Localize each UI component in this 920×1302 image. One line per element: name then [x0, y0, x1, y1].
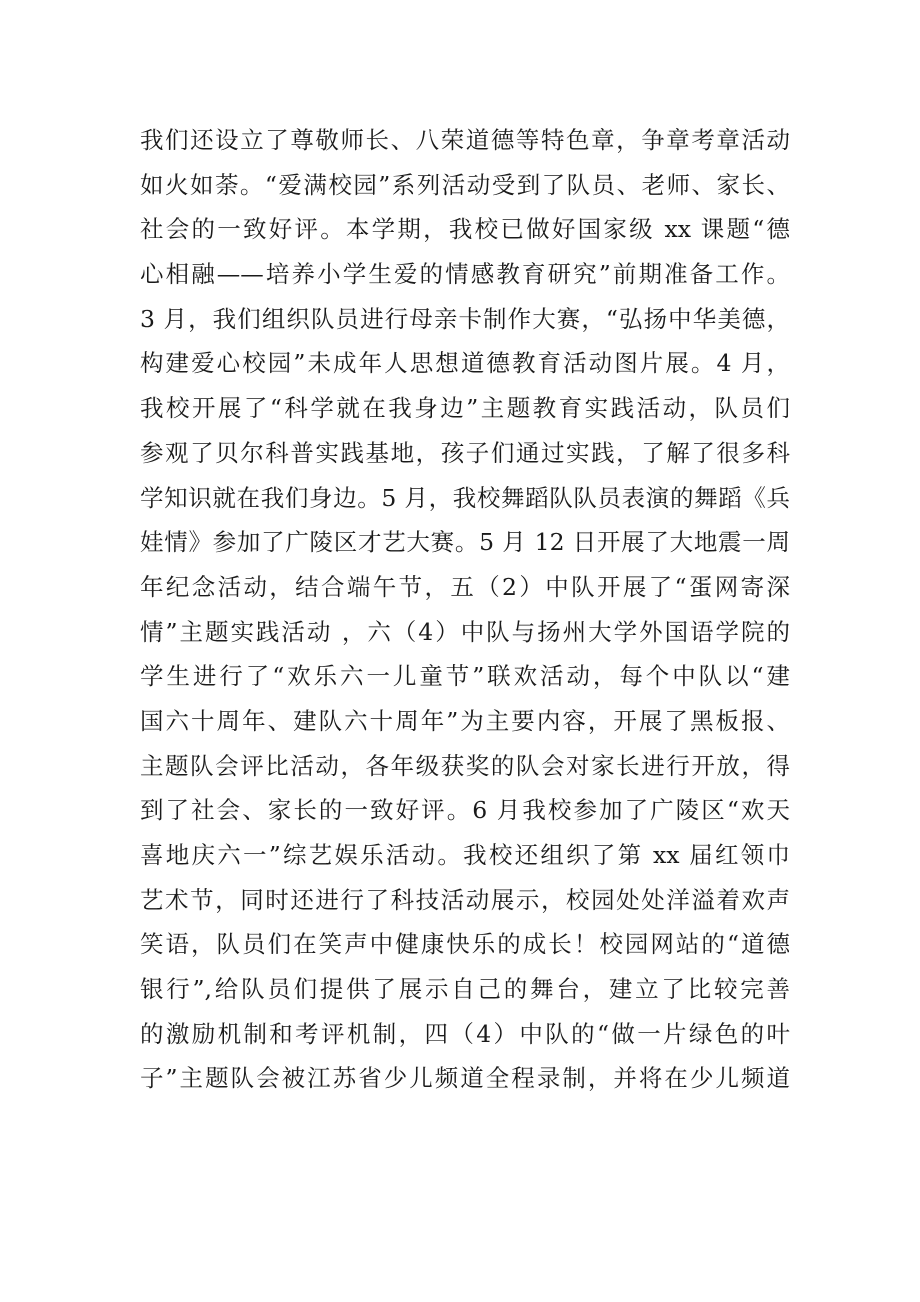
- text-line: 银行”,给队员们提供了展示自己的舞台，建立了比较完善: [140, 975, 790, 1004]
- text-line: 3 月，我们组织队员进行母亲卡制作大赛，“弘扬中华美德，: [140, 304, 790, 333]
- body-text: [140, 118, 790, 1101]
- text-line: 艺术节，同时还进行了科技活动展示，校园处处洋溢着欢声: [140, 885, 790, 914]
- text-line: 学知识就在我们身边。5 月，我校舞蹈队队员表演的舞蹈《兵: [140, 483, 790, 512]
- text-line: 社会的一致好评。本学期，我校已做好国家级 xx 课题“德: [140, 215, 790, 244]
- text-line: 如火如荼。“爱满校园”系列活动受到了队员、老师、家长、: [140, 170, 790, 199]
- text-line: 到了社会、家长的一致好评。6 月我校参加了广陵区“欢天: [140, 796, 790, 825]
- text-line: 构建爱心校园”未成年人思想道德教育活动图片展。4 月，: [140, 349, 790, 378]
- text-line: 学生进行了“欢乐六一儿童节”联欢活动，每个中队以“建: [140, 662, 790, 691]
- text-line: 娃情》参加了广陵区才艺大赛。5 月 12 日开展了大地震一周: [140, 528, 790, 557]
- text-line: 子”主题队会被江苏省少儿频道全程录制，并将在少儿频道: [140, 1064, 790, 1093]
- text-line: 我们还设立了尊敬师长、八荣道德等特色章，争章考章活动: [140, 126, 790, 154]
- text-line: 国六十周年、建队六十周年”为主要内容，开展了黑板报、: [140, 706, 790, 735]
- text-line: 我校开展了“科学就在我身边”主题教育实践活动，队员们: [140, 394, 790, 423]
- text-line: 情”主题实践活动 ，六（4）中队与扬州大学外国语学院的: [140, 617, 790, 646]
- text-line: 的激励机制和考评机制，四（4）中队的“做一片绿色的叶: [140, 1019, 790, 1048]
- text-line: 主题队会评比活动，各年级获奖的队会对家长进行开放，得: [140, 751, 790, 780]
- text-line: 笑语，队员们在笑声中健康快乐的成长！校园网站的“道德: [140, 930, 790, 959]
- text-line: 参观了贝尔科普实践基地，孩子们通过实践，了解了很多科: [140, 438, 790, 467]
- text-line: 年纪念活动，结合端午节，五（2）中队开展了“蛋网寄深: [140, 572, 790, 601]
- text-line: 喜地庆六一”综艺娱乐活动。我校还组织了第 xx 届红领巾: [140, 841, 790, 869]
- text-line: 心相融——培养小学生爱的情感教育研究”前期准备工作。: [140, 260, 790, 289]
